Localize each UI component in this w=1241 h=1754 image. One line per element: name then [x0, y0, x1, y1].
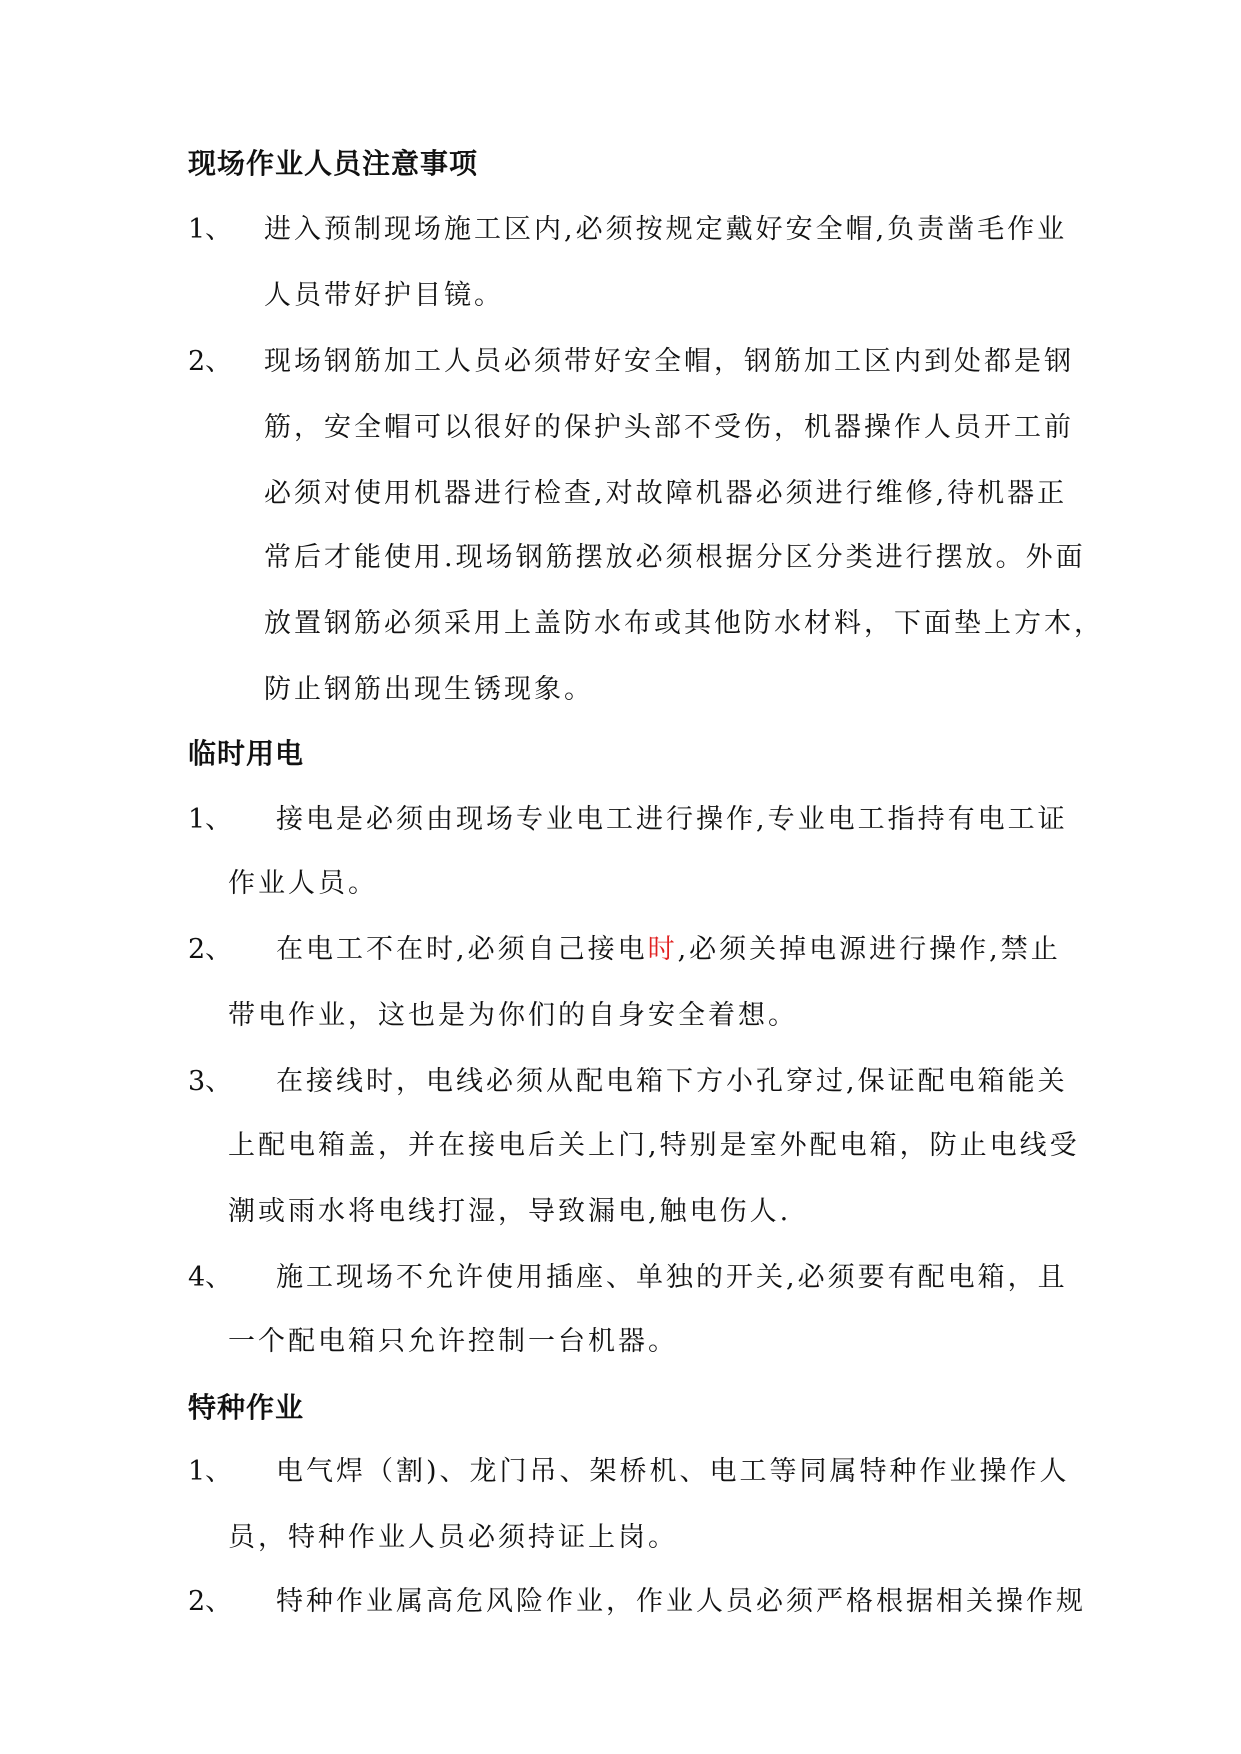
item-text-line: 潮或雨水将电线打湿，导致漏电,触电伤人. — [228, 1196, 792, 1227]
item-number: 2、 — [188, 1586, 233, 1617]
item-text-line: 施工现场不允许使用插座、单独的开关,必须要有配电箱，且 — [276, 1262, 1068, 1293]
item-text-line-with-highlight — [276, 932, 1061, 968]
item-text-line: 进入预制现场施工区内,必须按规定戴好安全帽,负责凿毛作业 — [264, 214, 1068, 245]
item-number: 1、 — [188, 1456, 233, 1487]
section-heading: 现场作业人员注意事项 — [188, 147, 479, 180]
highlighted-text: 时 — [647, 934, 678, 965]
item-number: 3、 — [188, 1066, 233, 1097]
item-text-line: 常后才能使用.现场钢筋摆放必须根据分区分类进行摆放。外面 — [264, 542, 1086, 573]
section-heading: 临时用电 — [188, 737, 305, 770]
item-text-line: 必须对使用机器进行检查,对故障机器必须进行维修,待机器正 — [264, 478, 1068, 509]
item-number: 4、 — [188, 1262, 233, 1293]
item-number: 1、 — [188, 214, 233, 245]
item-number: 1、 — [188, 804, 233, 835]
section-heading: 特种作业 — [188, 1391, 305, 1424]
item-text-line: 放置钢筋必须采用上盖防水布或其他防水材料，下面垫上方木， — [264, 608, 1104, 639]
item-number: 2、 — [188, 934, 233, 965]
item-text-line: 现场钢筋加工人员必须带好安全帽，钢筋加工区内到处都是钢 — [264, 346, 1074, 377]
item-text-line: 特种作业属高危风险作业，作业人员必须严格根据相关操作规 — [276, 1586, 1086, 1617]
item-text-line: 作业人员。 — [228, 868, 378, 899]
item-text-line: 带电作业，这也是为你们的自身安全着想。 — [228, 1000, 798, 1031]
item-text-line: 上配电箱盖，并在接电后关上门,特别是室外配电箱，防止电线受 — [228, 1130, 1080, 1161]
item-text-line: 防止钢筋出现生锈现象。 — [264, 674, 594, 705]
item-text-line: 电气焊（割)、龙门吊、架桥机、电工等同属特种作业操作人 — [276, 1456, 1070, 1487]
item-text-line: 人员带好护目镜。 — [264, 280, 504, 311]
item-text-line: 员，特种作业人员必须持证上岗。 — [228, 1522, 678, 1553]
text-segment: ,必须关掉电源进行操作,禁止 — [677, 934, 1061, 965]
item-number: 2、 — [188, 346, 233, 377]
text-segment: 在电工不在时,必须自己接电 — [276, 934, 648, 965]
item-text-line: 在接线时，电线必须从配电箱下方小孔穿过,保证配电箱能关 — [276, 1066, 1068, 1097]
item-text-line: 接电是必须由现场专业电工进行操作,专业电工指持有电工证 — [276, 804, 1068, 835]
item-text-line: 筋，安全帽可以很好的保护头部不受伤，机器操作人员开工前 — [264, 412, 1074, 443]
item-text-line: 一个配电箱只允许控制一台机器。 — [228, 1326, 678, 1357]
